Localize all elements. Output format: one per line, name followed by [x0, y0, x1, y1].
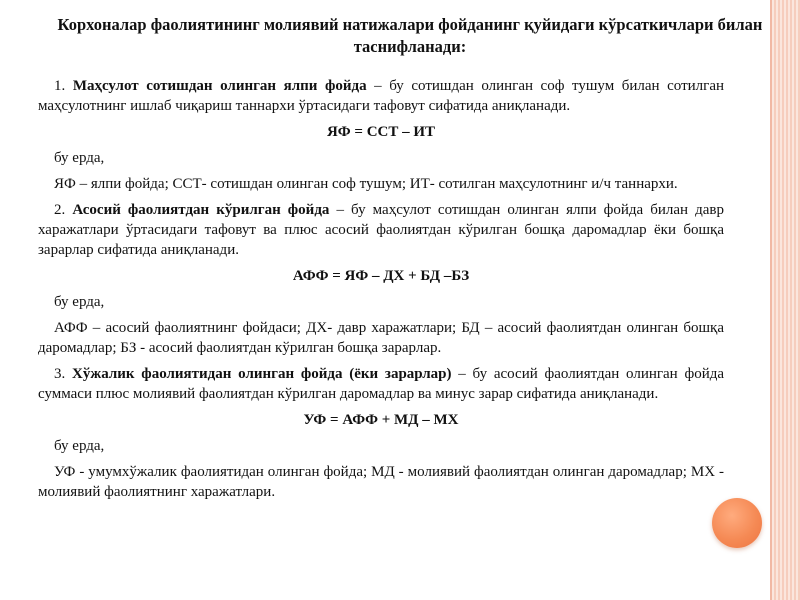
- slide-title: Корхоналар фаолиятининг молиявий натижалари фойданинг қуйидаги кўрсаткичлари билан таснифланади:: [57, 15, 763, 56]
- item-1-where: бу ерда,: [54, 150, 105, 166]
- item-3-formula: УФ = АФФ + МД – МХ: [303, 412, 459, 428]
- slide-body: [38, 76, 724, 508]
- item-2-where: бу ерда,: [54, 294, 105, 310]
- item-3-legend: УФ - умумхўжалик фаолиятидан олинган фойда; МД - молиявий фаолиятдан олинган даромадлар; МХ - молиявий фаолиятнинг харажатлари.: [38, 464, 724, 500]
- item-1-term: Маҳсулот сотишдан олинган ялпи фойда: [72, 78, 367, 94]
- item-1-number: 1.: [54, 78, 66, 94]
- item-1-description: – бу сотишдан олинган соф тушум билан сотилган маҳсулотнинг ишлаб чиқариш таннархи ўртасидаги тафовут сифатида аниқланади.: [38, 78, 725, 114]
- item-3-paragraph: [38, 364, 724, 404]
- item-1-paragraph: [38, 76, 724, 116]
- item-3-term: Хўжалик фаолиятидан олинган фойда (ёки зарарлар): [72, 366, 452, 382]
- item-1-legend: ЯФ – ялпи фойда; ССТ- сотишдан олинган соф тушум; ИТ- сотилган маҳсулотнинг и/ч таннархи.: [54, 176, 678, 192]
- item-3-description: – бу асосий фаолиятдан олинган фойда суммаси плюс молиявий фаолиятдан кўрилган даромадлар ва минус зарар сифатида аниқланади.: [38, 366, 725, 402]
- item-2-term: Асосий фаолиятдан кўрилган фойда: [72, 202, 330, 218]
- item-3-where: бу ерда,: [54, 438, 105, 454]
- decorative-stripe: [770, 0, 800, 600]
- item-2-legend: АФФ – асосий фаолиятнинг фойдаси; ДХ- давр харажатлари; БД – асосий фаолиятдан олинган бошқа даромадлар; БЗ - асосий фаолиятдан кўрилган бошқа зарарлар.: [38, 320, 724, 356]
- item-2-paragraph: [38, 200, 724, 260]
- item-2-formula: АФФ = ЯФ – ДХ + БД –БЗ: [292, 268, 470, 284]
- item-1-formula: ЯФ = ССТ – ИТ: [326, 124, 436, 140]
- decorative-stripe-edge: [770, 0, 772, 600]
- item-3-number: 3.: [54, 366, 66, 382]
- item-2-number: 2.: [54, 202, 66, 218]
- item-2-description: – бу маҳсулот сотишдан олинган ялпи фойда билан давр харажатлари ўртасидаги тафовут ва плюс асосий фаолиятдан кўрилган бошқа даромадлар ёки бошқа зарарлар сифатида аниқланади.: [38, 202, 724, 258]
